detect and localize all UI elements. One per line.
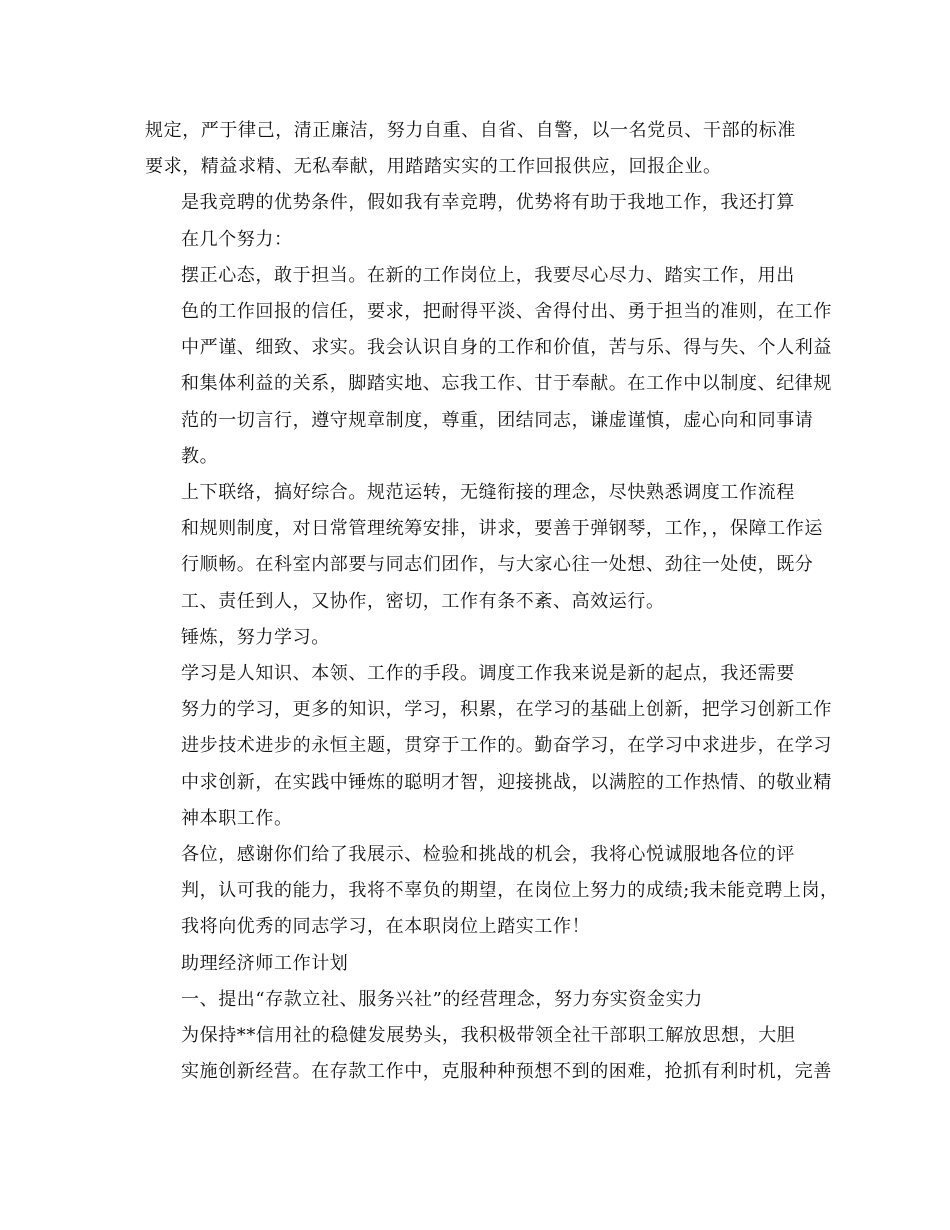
paragraph: [145, 837, 839, 946]
text-line: 在几个努力：: [181, 228, 293, 250]
text-line: 中严谨、细致、求实。我会认识自身的工作和价值，苦与乐、得与失、个人利益: [181, 337, 832, 359]
text-line: 要求，精益求精、无私奉献，用踏踏实实的工作回报供应，回报企业。: [145, 156, 722, 178]
text-line: 实施创新经营。在存款工作中，克服种种预想不到的困难，抢抓有利时机，完善: [181, 1061, 832, 1083]
text-line: 神本职工作。: [181, 807, 293, 829]
text-line: 是我竞聘的优势条件，假如我有幸竞聘，优势将有助于我地工作，我还打算: [181, 192, 795, 214]
text-line: 学习是人知识、本领、工作的手段。调度工作我来说是新的起点，我还需要: [181, 663, 795, 685]
text-line: 行顺畅。在科室内部要与同志们团作，与大家心往一处想、劲往一处使，既分: [181, 554, 814, 576]
text-line: 摆正心态，敢于担当。在新的工作岗位上，我要尽心尽力、踏实工作，用出: [181, 264, 795, 286]
paragraph: [145, 620, 805, 656]
text-line: 规定，严于律己，清正廉洁，努力自重、自省、自警，以一名党员、干部的标准: [145, 120, 796, 141]
text-line: 锤炼，努力学习。: [181, 626, 330, 648]
text-line: 色的工作回报的信任，要求，把耐得平淡、舍得付出、勇于担当的准则，在工作: [181, 301, 832, 323]
text-line: 为保持**信用社的稳健发展势头，我积极带领全社干部职工解放思想，大胆: [181, 1025, 796, 1047]
text-line: 和集体利益的关系，脚踏实地、忘我工作、甘于奉献。在工作中以制度、纪律规: [181, 373, 832, 395]
text-line: 进步技术进步的永恒主题，贯穿于工作的。勤奋学习，在学习中求进步，在学习: [181, 735, 832, 757]
paragraph: [145, 113, 805, 185]
text-line: 一、提出“存款立社、服务兴社”的经营理念，努力夯实资金实力: [181, 988, 703, 1010]
text-line: 我将向优秀的同志学习，在本职岗位上踏实工作！: [181, 916, 591, 938]
paragraph: [145, 946, 805, 982]
paragraph: [145, 475, 823, 620]
text-line: 各位，感谢你们给了我展示、检验和挑战的机会，我将心悦诚服地各位的评: [181, 844, 795, 866]
paragraph: [145, 656, 832, 837]
text-line: 范的一切言行，遵守规章制度，尊重，团结同志，谦虚谨慎，虚心向和同事请: [181, 409, 814, 431]
text-line: 努力的学习，更多的知识，学习，积累，在学习的基础上创新，把学习创新工作: [181, 699, 832, 721]
text-line: 上下联络，搞好综合。规范运转，无缝衔接的理念，尽快熟悉调度工作流程: [181, 482, 795, 504]
paragraph: [145, 982, 805, 1018]
text-line: 助理经济师工作计划: [181, 952, 349, 974]
paragraph: [145, 185, 805, 257]
document-body: [145, 113, 839, 1090]
text-line: 和规则制度，对日常管理统筹安排，讲求，要善于弹钢琴，工作，，保障工作运: [181, 518, 823, 540]
text-line: 教。: [181, 445, 219, 467]
text-line: 中求创新，在实践中锤炼的聪明才智，迎接挑战，以满腔的工作热情、的敬业精: [181, 771, 832, 793]
paragraph: [145, 258, 832, 475]
text-line: 工、责任到人，又协作，密切，工作有条不紊、高效运行。: [181, 590, 665, 612]
text-line: 判，认可我的能力，我将不辜负的期望，在岗位上努力的成绩;我未能竞聘上岗，: [181, 880, 839, 902]
paragraph: [145, 1018, 832, 1090]
